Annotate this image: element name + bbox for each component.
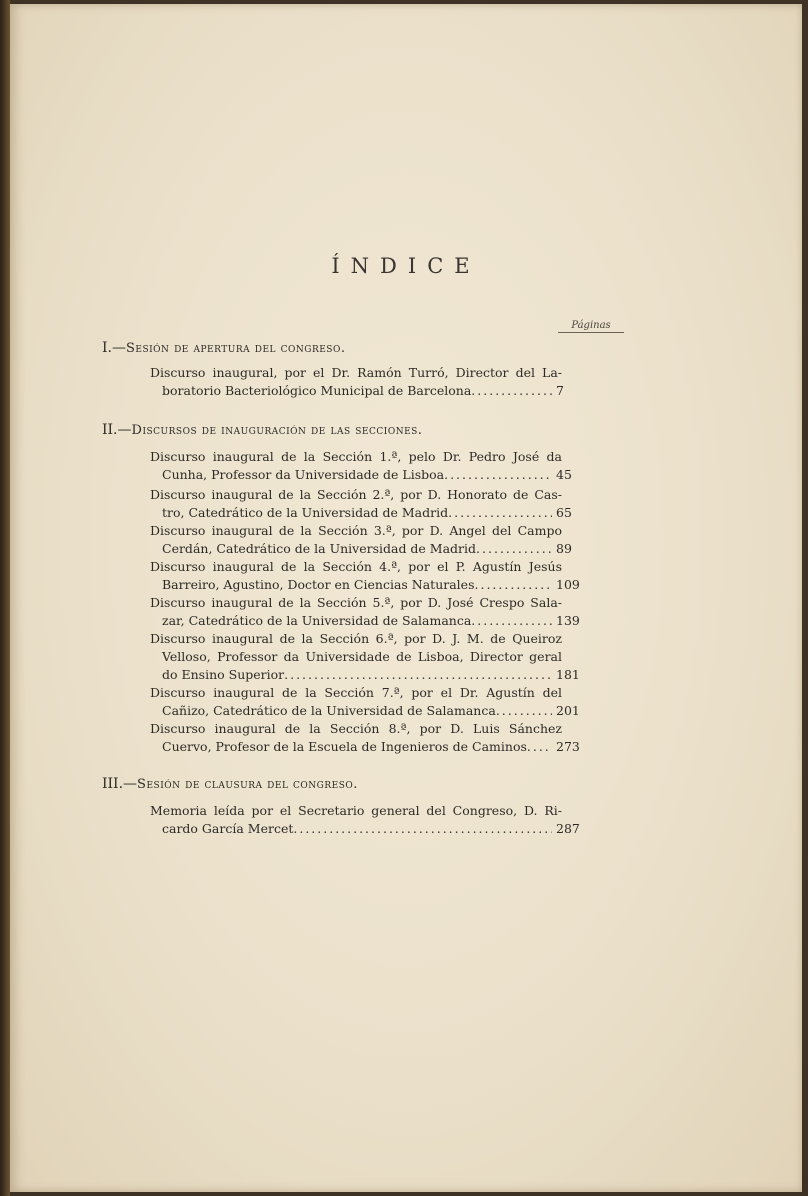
- entry-line: Discurso inaugural de la Sección 2.ª, por D. Honorato de Cas-: [150, 487, 562, 502]
- entry-line: Velloso, Professor da Universidade de Lisboa, Director geral: [162, 649, 562, 664]
- entry-last-line: Cuervo, Profesor de la Escuela de Ingenieros de Caminos ..... 273: [150, 738, 610, 756]
- section-number: II.—: [102, 422, 132, 438]
- page-number: 139: [556, 613, 580, 628]
- toc-entry: [150, 364, 610, 400]
- toc-entry: [150, 802, 610, 838]
- section-heading-3: [102, 776, 622, 792]
- entry-last-line: Cunha, Professor da Universidade de Lisboa ..... 45: [150, 466, 610, 484]
- page-number: 45: [556, 467, 572, 482]
- entry-line: Discurso inaugural de la Sección 5.ª, por D. José Crespo Sala-: [150, 595, 562, 610]
- entry-last-line: zar, Catedrático de la Universidad de Salamanca ..... 139: [150, 612, 610, 630]
- section-title: Discursos de inauguración de las secciones.: [131, 423, 423, 438]
- section-title: Sesión de apertura del congreso.: [125, 341, 346, 356]
- page-number: 7: [556, 383, 564, 398]
- entry-last-line: boratorio Bacteriológico Municipal de Barcelona ..... 7: [150, 382, 610, 400]
- entry-last-line: Barreiro, Agustino, Doctor en Ciencias Naturales ..... 109: [150, 576, 610, 594]
- page-number: 89: [556, 541, 572, 556]
- entry-last-line: Cañizo, Catedrático de la Universidad de Salamanca ..... 201: [150, 702, 610, 720]
- entry-line: Memoria leída por el Secretario general del Congreso, D. Ri-: [150, 803, 562, 818]
- page-number: 287: [556, 821, 580, 836]
- entry-last-line: do Ensino Superior ..... 181: [150, 666, 610, 684]
- entry-line: Discurso inaugural, por el Dr. Ramón Turró, Director del La-: [150, 365, 562, 380]
- section-title: Sesión de clausura del congreso.: [137, 777, 358, 792]
- entry-line: Discurso inaugural de la Sección 7.ª, por el Dr. Agustín del: [150, 685, 562, 700]
- page-number: 181: [556, 667, 580, 682]
- section-number: III.—: [102, 776, 138, 792]
- toc-entry: [150, 448, 610, 484]
- pages-column-label: Páginas: [558, 320, 624, 333]
- toc-entry: [150, 684, 610, 720]
- entry-line: Discurso inaugural de la Sección 1.ª, pelo Dr. Pedro José da: [150, 449, 562, 464]
- entry-last-line: tro, Catedrático de la Universidad de Madrid ..... 65: [150, 504, 610, 522]
- entry-line: Discurso inaugural de la Sección 4.ª, por el P. Agustín Jesús: [150, 559, 562, 574]
- page-number: 273: [556, 739, 580, 754]
- toc-entry: [150, 630, 610, 684]
- page-number: 201: [556, 703, 580, 718]
- toc-entry: [150, 522, 610, 558]
- toc-entry: [150, 594, 610, 630]
- entry-last-line: cardo García Mercet ..... 287: [150, 820, 610, 838]
- entry-line: Discurso inaugural de la Sección 6.ª, por D. J. M. de Queiroz: [150, 631, 562, 646]
- page-number: 109: [556, 577, 580, 592]
- entry-line: Discurso inaugural de la Sección 8.ª, por D. Luis Sánchez: [150, 721, 562, 736]
- toc-entry: [150, 486, 610, 522]
- book-binding-edge: [0, 0, 10, 1196]
- toc-entry: [150, 720, 610, 756]
- document-page: [10, 4, 802, 1192]
- page-number: 65: [556, 505, 572, 520]
- section-heading-2: [102, 422, 622, 438]
- entry-line: Discurso inaugural de la Sección 3.ª, por D. Angel del Campo: [150, 523, 562, 538]
- entry-last-line: Cerdán, Catedrático de la Universidad de Madrid ..... 89: [150, 540, 610, 558]
- page-title: ÍNDICE: [331, 254, 481, 278]
- toc-entry: [150, 558, 610, 594]
- section-heading-1: [102, 340, 622, 356]
- section-number: I.—: [102, 340, 126, 356]
